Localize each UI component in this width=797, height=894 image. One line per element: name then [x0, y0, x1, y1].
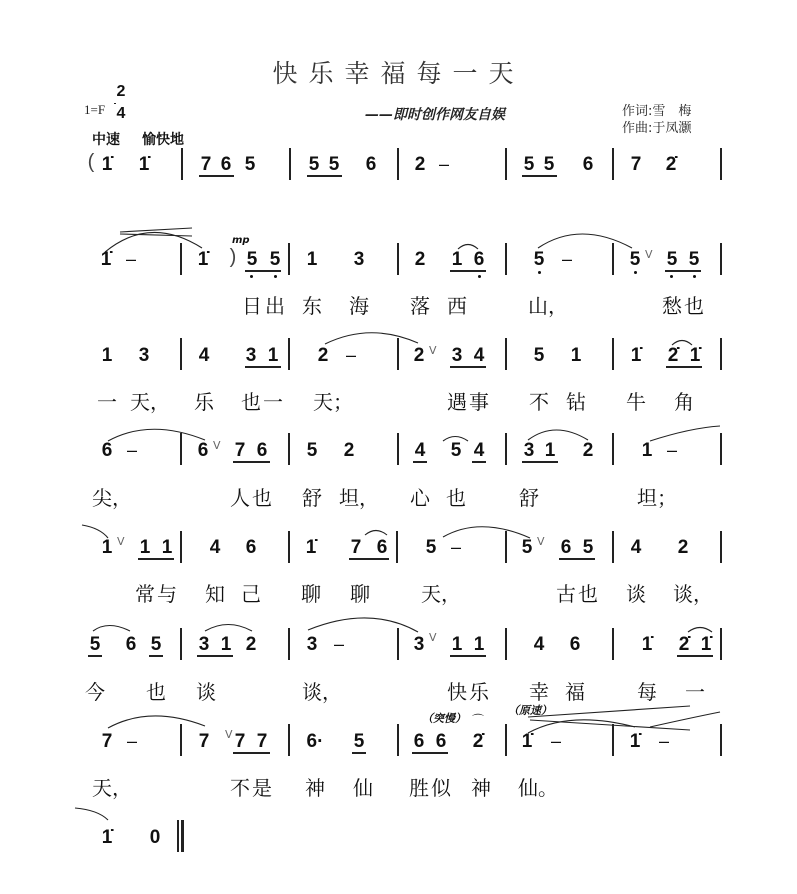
note: 1̇: [689, 345, 701, 366]
breath-mark: V: [429, 344, 437, 357]
barline: [612, 724, 614, 756]
note: 3: [306, 634, 318, 655]
lyric: 不: [529, 390, 549, 414]
note: 1̇: [630, 345, 642, 366]
barline: [505, 148, 507, 180]
note: 6: [197, 440, 209, 461]
note: 5: [629, 249, 641, 270]
lyric: 谈，: [302, 680, 342, 704]
note: 6: [435, 731, 447, 752]
lyric: 乐: [194, 390, 214, 414]
note: 5: [244, 154, 256, 175]
underline-beam: [413, 461, 427, 463]
low-octave-dot: [478, 275, 481, 278]
barline: [397, 433, 399, 465]
barline: [181, 148, 183, 180]
breath-mark: V: [429, 631, 437, 644]
time-sig-bottom: 4: [116, 105, 126, 122]
note: 1̇: [641, 634, 653, 655]
lyric: 愁: [662, 294, 682, 318]
lyric: 一: [263, 390, 283, 414]
note: 2̇: [665, 154, 677, 175]
low-octave-dot: [634, 271, 637, 274]
time-sig-top: 2: [116, 83, 126, 100]
underline-beam: [199, 175, 234, 177]
note: 6: [365, 154, 377, 175]
barline: [505, 531, 507, 563]
lyric: 日: [242, 294, 262, 318]
lyric: 今: [85, 680, 105, 704]
note: 5: [543, 154, 555, 175]
note: 6: [413, 731, 425, 752]
lyric: 坦；: [637, 486, 677, 510]
note: 1: [101, 345, 113, 366]
note: 1̇: [700, 634, 712, 655]
lyric: 也: [241, 390, 261, 414]
lyric: 福: [565, 680, 585, 704]
barline: [505, 628, 507, 660]
lyric: 天；: [313, 390, 353, 414]
barline: [397, 628, 399, 660]
dash: –: [550, 731, 562, 751]
barline: [505, 724, 507, 756]
underline-beam: [233, 752, 270, 754]
note: 5: [306, 440, 318, 461]
note: 5: [328, 154, 340, 175]
lyric: 遇: [447, 390, 467, 414]
lyric: 神: [305, 776, 325, 800]
barline: [612, 148, 614, 180]
breath-mark: V: [213, 439, 221, 452]
lyric: 谈，: [673, 582, 713, 606]
low-octave-dot: [274, 275, 277, 278]
note: 5: [269, 249, 281, 270]
breath-mark: V: [537, 535, 545, 548]
lyric: 乐: [469, 680, 489, 704]
underline-beam: [245, 270, 281, 272]
dash: –: [126, 440, 138, 460]
note: 5: [666, 249, 678, 270]
note: 4: [414, 440, 426, 461]
lyric: 出: [265, 294, 285, 318]
lyric: 角: [674, 390, 694, 414]
note: 1: [544, 440, 556, 461]
underline-beam: [677, 655, 713, 657]
note: 1̇: [197, 249, 209, 270]
lyric: 谈: [196, 680, 216, 704]
lyric: 海: [349, 294, 369, 318]
note: 4: [473, 440, 485, 461]
barline: [396, 531, 398, 563]
time-signature: [114, 84, 128, 122]
lyric: 常: [135, 582, 155, 606]
note: 5: [150, 634, 162, 655]
key-signature: 1=F: [84, 102, 106, 117]
note: 7: [234, 731, 246, 752]
note: 1̇: [521, 731, 533, 752]
barline: [397, 724, 399, 756]
open-paren: (: [87, 151, 95, 173]
note: 2: [414, 249, 426, 270]
final-barline-thin: [177, 820, 179, 852]
note: 3: [413, 634, 425, 655]
lyric: 牛: [626, 390, 646, 414]
lyric: 山，: [528, 294, 568, 318]
note: 6: [125, 634, 137, 655]
underline-beam: [88, 655, 102, 657]
expression-marking: 愉快地: [142, 132, 184, 148]
lyric: 每: [637, 680, 657, 704]
final-barline-thick: [181, 820, 184, 852]
breath-mark: V: [645, 248, 653, 261]
underline-beam: [665, 270, 701, 272]
underline-beam: [245, 366, 281, 368]
barline: [288, 433, 290, 465]
lyric: 古: [556, 582, 576, 606]
barline: [720, 243, 722, 275]
lyric: 天，: [130, 390, 170, 414]
underline-beam: [522, 175, 557, 177]
lyric: 尖，: [92, 486, 132, 510]
lyric: 聊: [301, 582, 321, 606]
lyric: 事: [469, 390, 489, 414]
note: 5: [523, 154, 535, 175]
note: 4: [533, 634, 545, 655]
lyric: 一: [97, 390, 117, 414]
barline: [288, 531, 290, 563]
note: 3: [245, 345, 257, 366]
fermata-icon: ⌒: [472, 713, 485, 727]
note: 5: [246, 249, 258, 270]
barline: [720, 531, 722, 563]
underline-beam: [352, 752, 366, 754]
underline-beam: [307, 175, 342, 177]
note: 7: [101, 731, 113, 752]
barline: [612, 338, 614, 370]
barline: [720, 724, 722, 756]
underline-beam: [149, 655, 163, 657]
lyric: 知: [205, 582, 225, 606]
note: 1̇: [305, 537, 317, 558]
barline: [288, 338, 290, 370]
lyric: 仙: [353, 776, 373, 800]
barline: [180, 338, 182, 370]
barline: [180, 628, 182, 660]
lyric: 聊: [350, 582, 370, 606]
lyric: 也: [684, 294, 704, 318]
dash: –: [666, 440, 678, 460]
underline-beam: [197, 655, 233, 657]
lyric: 神: [471, 776, 491, 800]
note: 5: [688, 249, 700, 270]
breath-mark: V: [225, 728, 233, 741]
lyric: 己: [241, 582, 261, 606]
note: 1: [267, 345, 279, 366]
note: 7: [630, 154, 642, 175]
note: 5: [89, 634, 101, 655]
subtitle: ——即时创作网友自娱: [365, 107, 505, 123]
underline-beam: [450, 270, 486, 272]
lyric: 谈: [626, 582, 646, 606]
ritardando-marking: （突慢）: [422, 712, 466, 725]
note: 4: [630, 537, 642, 558]
barline: [397, 338, 399, 370]
low-octave-dot: [538, 271, 541, 274]
note: 2: [677, 537, 689, 558]
note: 1̇: [138, 154, 150, 175]
underline-beam: [666, 366, 702, 368]
note: 1: [641, 440, 653, 461]
lyric: 幸: [529, 680, 549, 704]
note: 6: [582, 154, 594, 175]
underline-beam: [450, 366, 486, 368]
note: 1̇: [100, 249, 112, 270]
dash: –: [345, 345, 357, 365]
lyric: 心: [410, 486, 430, 510]
lyric: 西: [447, 294, 467, 318]
underline-beam: [233, 461, 270, 463]
note: 1: [101, 537, 113, 558]
lyric: 是: [252, 776, 272, 800]
a-tempo-marking: （原速）: [508, 704, 552, 717]
lyric: 坦，: [339, 486, 379, 510]
note: 1: [570, 345, 582, 366]
dash: –: [561, 249, 573, 269]
note: 1: [139, 537, 151, 558]
low-octave-dot: [670, 275, 673, 278]
note: 3: [138, 345, 150, 366]
note: 3: [523, 440, 535, 461]
note: 5: [521, 537, 533, 558]
barline: [612, 531, 614, 563]
note: 6: [245, 537, 257, 558]
lyric: 胜: [409, 776, 429, 800]
note: 1: [306, 249, 318, 270]
barline: [288, 243, 290, 275]
underline-beam: [138, 558, 174, 560]
composer-credit: 作曲:于凤灏: [622, 121, 692, 136]
dynamic-mp: mp: [232, 235, 250, 246]
note: 2: [343, 440, 355, 461]
lyric: 也: [446, 486, 466, 510]
lyric: 也: [578, 582, 598, 606]
lyric: 与: [157, 582, 177, 606]
note: 2: [317, 345, 329, 366]
barline: [720, 148, 722, 180]
lyric: 天，: [92, 776, 132, 800]
lyric: 一: [685, 680, 705, 704]
note: 2̇: [472, 731, 484, 752]
note: 1: [161, 537, 173, 558]
note: 7: [234, 440, 246, 461]
note: 3: [353, 249, 365, 270]
note: 5: [353, 731, 365, 752]
lyric: 天，: [421, 582, 461, 606]
underline-beam: [522, 461, 558, 463]
dash: –: [125, 249, 137, 269]
lyric: 落: [410, 294, 430, 318]
lyric: 仙。: [518, 776, 558, 800]
dash: –: [333, 634, 345, 654]
note: 5: [533, 249, 545, 270]
barline: [180, 433, 182, 465]
lyric: 人: [230, 486, 250, 510]
song-title: 快乐幸福每一天: [272, 59, 525, 88]
note: 2: [414, 154, 426, 175]
note: 4: [473, 345, 485, 366]
lyric: 舒: [302, 486, 322, 510]
note: 5: [425, 537, 437, 558]
lyric: 钻: [566, 390, 586, 414]
barline: [397, 148, 399, 180]
note: 2: [245, 634, 257, 655]
breath-mark: V: [117, 535, 125, 548]
note: 6: [220, 154, 232, 175]
note: 6: [376, 537, 388, 558]
barline: [397, 243, 399, 275]
barline: [612, 433, 614, 465]
note: 1: [451, 634, 463, 655]
note: 1: [451, 249, 463, 270]
note: 0: [149, 827, 161, 848]
note: 6: [560, 537, 572, 558]
barline: [180, 531, 182, 563]
note: 7: [256, 731, 268, 752]
barline: [180, 724, 182, 756]
dash: –: [658, 731, 670, 751]
note: 7: [200, 154, 212, 175]
note: 2̇: [667, 345, 679, 366]
note: 1̇: [629, 731, 641, 752]
note: 7: [198, 731, 210, 752]
barline: [180, 243, 182, 275]
lyric: 不: [230, 776, 250, 800]
note: 4: [198, 345, 210, 366]
barline: [505, 243, 507, 275]
note: 6·: [306, 731, 324, 752]
lyric: 东: [302, 294, 322, 318]
underline-beam: [349, 558, 389, 560]
barline: [612, 628, 614, 660]
note: 2: [582, 440, 594, 461]
note: 2: [413, 345, 425, 366]
underline-beam: [412, 752, 448, 754]
note: 5: [582, 537, 594, 558]
note: 7: [350, 537, 362, 558]
barline: [288, 724, 290, 756]
lyric: 快: [447, 680, 467, 704]
dash: –: [450, 537, 462, 557]
underline-beam: [472, 461, 486, 463]
note: 1: [220, 634, 232, 655]
barline: [612, 243, 614, 275]
low-octave-dot: [693, 275, 696, 278]
note: 6: [101, 440, 113, 461]
lyric: 也: [146, 680, 166, 704]
note: 1̇: [101, 154, 113, 175]
dash: –: [126, 731, 138, 751]
underline-beam: [559, 558, 595, 560]
barline: [505, 433, 507, 465]
close-paren: ): [229, 246, 237, 268]
note: 3: [198, 634, 210, 655]
lyricist-credit: 作词:雪 梅: [622, 104, 692, 119]
lyric: 也: [252, 486, 272, 510]
barline: [720, 433, 722, 465]
dash: –: [438, 154, 450, 174]
note: 1̇: [101, 827, 113, 848]
tempo-marking: 中速: [92, 132, 120, 148]
note: 1: [473, 634, 485, 655]
note: 6: [473, 249, 485, 270]
time-sig-line: [114, 103, 116, 104]
barline: [720, 628, 722, 660]
barline: [288, 628, 290, 660]
note: 3: [451, 345, 463, 366]
lyric: 舒: [519, 486, 539, 510]
note: 6: [256, 440, 268, 461]
barline: [289, 148, 291, 180]
note: 4: [209, 537, 221, 558]
note: 5: [450, 440, 462, 461]
underline-beam: [450, 655, 486, 657]
note: 5: [533, 345, 545, 366]
note: 6: [569, 634, 581, 655]
note: 5: [308, 154, 320, 175]
barline: [720, 338, 722, 370]
barline: [505, 338, 507, 370]
lyric: 似: [431, 776, 451, 800]
low-octave-dot: [250, 275, 253, 278]
note: 2̇: [678, 634, 690, 655]
